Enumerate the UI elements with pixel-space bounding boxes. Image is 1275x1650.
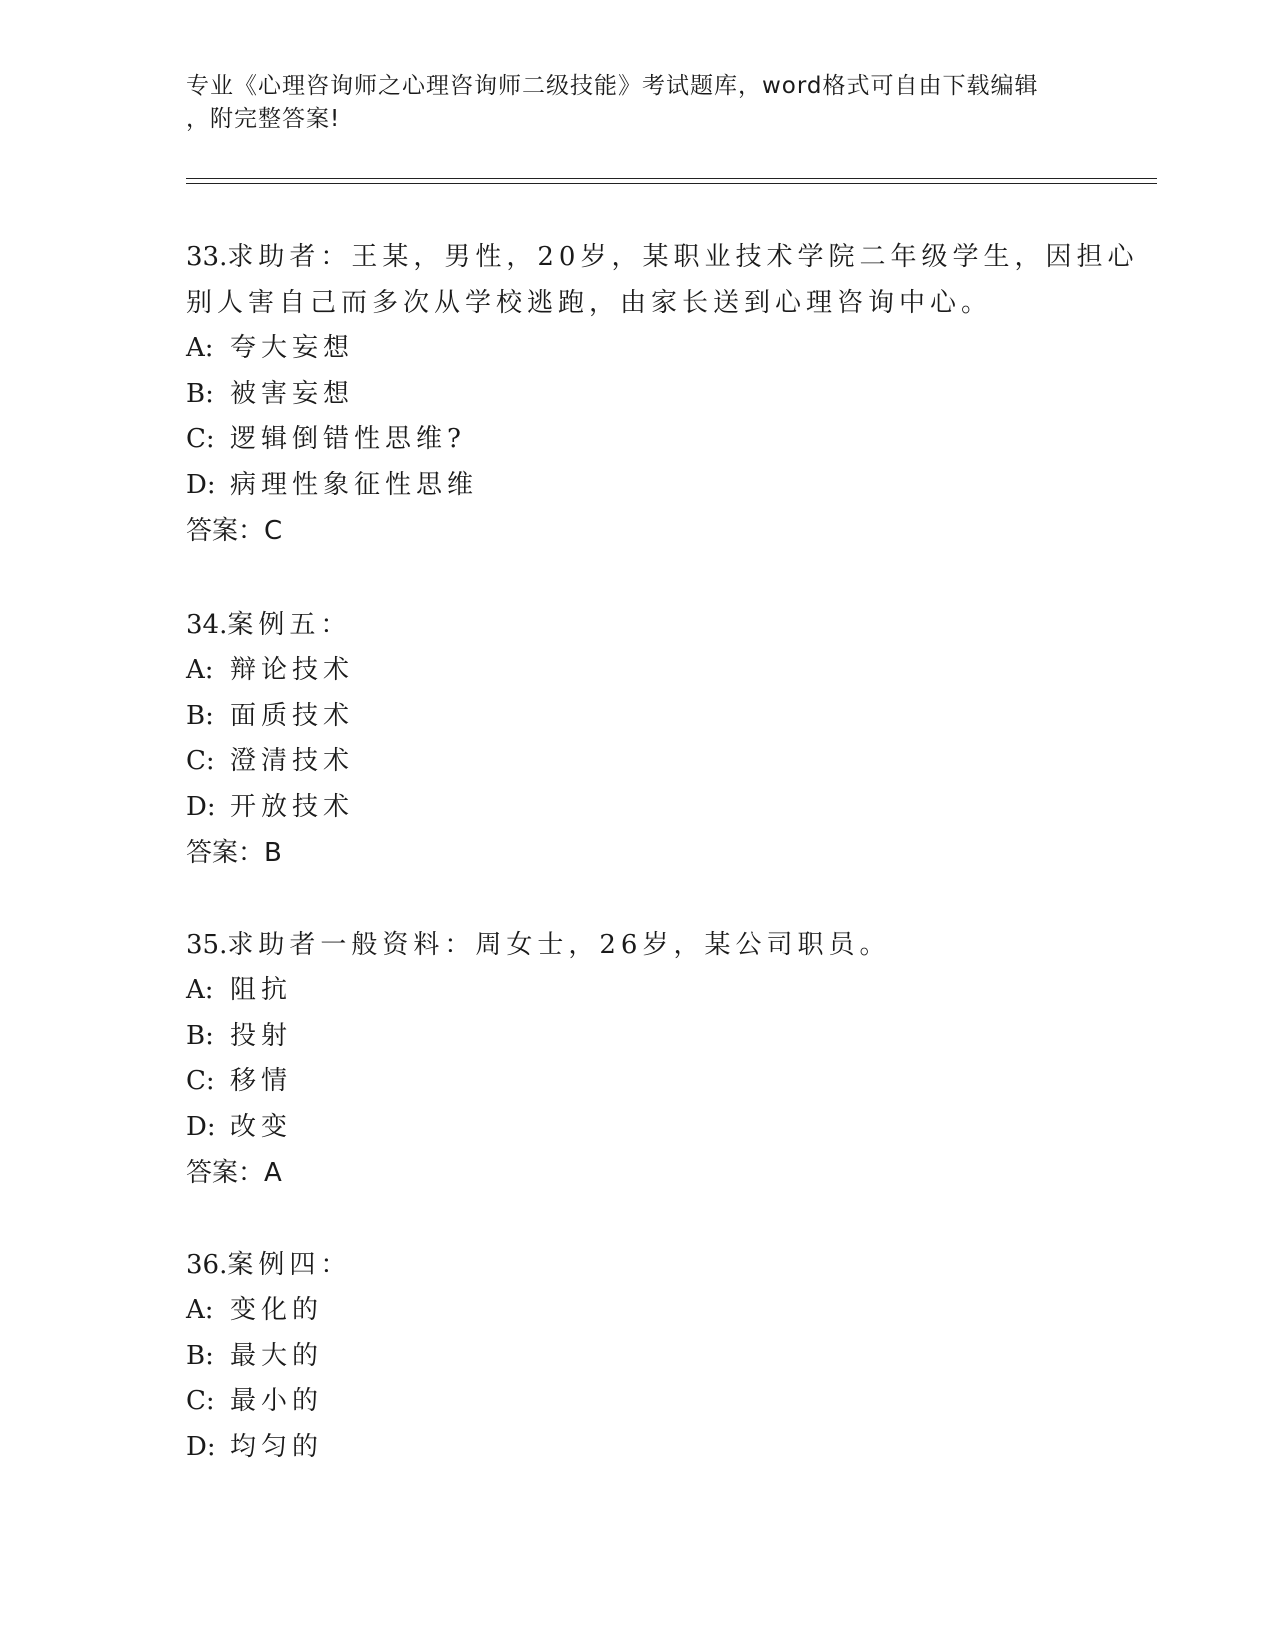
option-text: 病理性象征性思维: [230, 469, 479, 500]
option-text: 阻抗: [230, 975, 293, 1005]
answer-line: 答案：A: [186, 1158, 282, 1188]
option-text: 投射: [230, 1020, 293, 1051]
option-d: [186, 785, 1086, 831]
option-text: 被害妄想: [230, 378, 355, 409]
question-stem-text: 案例四：: [227, 1250, 352, 1280]
option-b: [186, 1014, 1086, 1060]
answer-line: 答案：C: [186, 516, 283, 546]
answer-line: 答案：B: [186, 838, 282, 868]
option-c: [186, 739, 1086, 785]
question-number: 33.: [186, 242, 228, 272]
option-text: 夸大妄想: [230, 333, 355, 363]
option-a: [186, 968, 1086, 1014]
question-number: 35.: [186, 930, 228, 960]
option-letter: B:: [186, 378, 214, 409]
question-35: [186, 922, 1086, 1196]
option-text: 改变: [230, 1111, 293, 1142]
option-letter: B:: [186, 700, 214, 731]
option-letter: D:: [186, 469, 216, 500]
option-letter: C:: [186, 746, 215, 776]
option-a: [186, 648, 1086, 694]
question-33: [186, 234, 1139, 554]
question-stem-text: 求助者：王某，男性，20岁，某职业技术学院二年级学生，因担心: [227, 242, 1139, 272]
option-text: 逻辑倒错性思维?: [230, 424, 466, 454]
option-letter: C:: [186, 1386, 215, 1416]
option-a: [186, 1288, 1086, 1334]
header-divider-bottom: [186, 183, 1157, 184]
option-text: 辩论技术: [230, 655, 355, 685]
option-letter: D:: [186, 1431, 216, 1462]
question-number: 36.: [186, 1250, 228, 1280]
option-letter: B:: [186, 1340, 214, 1371]
option-text: 澄清技术: [230, 746, 355, 776]
option-text: 均匀的: [230, 1431, 324, 1462]
option-a: [186, 326, 1086, 372]
option-letter: C:: [186, 1066, 215, 1096]
option-letter: A:: [186, 975, 214, 1005]
question-34: [186, 602, 1086, 876]
question-stem-line: [186, 922, 1086, 968]
option-c: [186, 1379, 1086, 1425]
option-b: [186, 694, 1086, 740]
option-letter: A:: [186, 655, 214, 685]
option-letter: D:: [186, 1111, 216, 1142]
header-title-line-2: ，附完整答案!: [186, 106, 341, 132]
question-stem-line: [186, 234, 1139, 280]
option-b: [186, 372, 1086, 418]
option-letter: D:: [186, 791, 216, 822]
option-d: [186, 1425, 1086, 1471]
option-d: [186, 1105, 1086, 1151]
option-d: [186, 463, 1086, 509]
question-stem-line: 别人害自己而多次从学校逃跑，由家长送到心理咨询中心。: [186, 288, 993, 318]
option-c: [186, 1059, 1086, 1105]
option-text: 移情: [230, 1066, 293, 1096]
option-letter: C:: [186, 424, 215, 454]
question-stem-text: 案例五：: [227, 610, 352, 640]
option-letter: B:: [186, 1020, 214, 1051]
option-text: 变化的: [230, 1295, 324, 1325]
header-divider-top: [186, 178, 1157, 179]
option-text: 开放技术: [230, 791, 355, 822]
option-text: 面质技术: [230, 700, 355, 731]
option-text: 最大的: [230, 1340, 324, 1371]
question-stem-line: [186, 602, 1086, 648]
question-stem-text: 求助者一般资料：周女士，26岁，某公司职员。: [227, 930, 891, 960]
option-text: 最小的: [230, 1386, 324, 1416]
document-header: [186, 70, 1066, 136]
question-stem-line: [186, 1242, 1086, 1288]
option-c: [186, 417, 1086, 463]
header-title-line-1: 专业《心理咨询师之心理咨询师二级技能》考试题库，word格式可自由下载编辑: [186, 73, 1039, 99]
question-number: 34.: [186, 610, 228, 640]
option-letter: A:: [186, 1295, 214, 1325]
option-letter: A:: [186, 333, 214, 363]
question-36: [186, 1242, 1086, 1470]
option-b: [186, 1334, 1086, 1380]
